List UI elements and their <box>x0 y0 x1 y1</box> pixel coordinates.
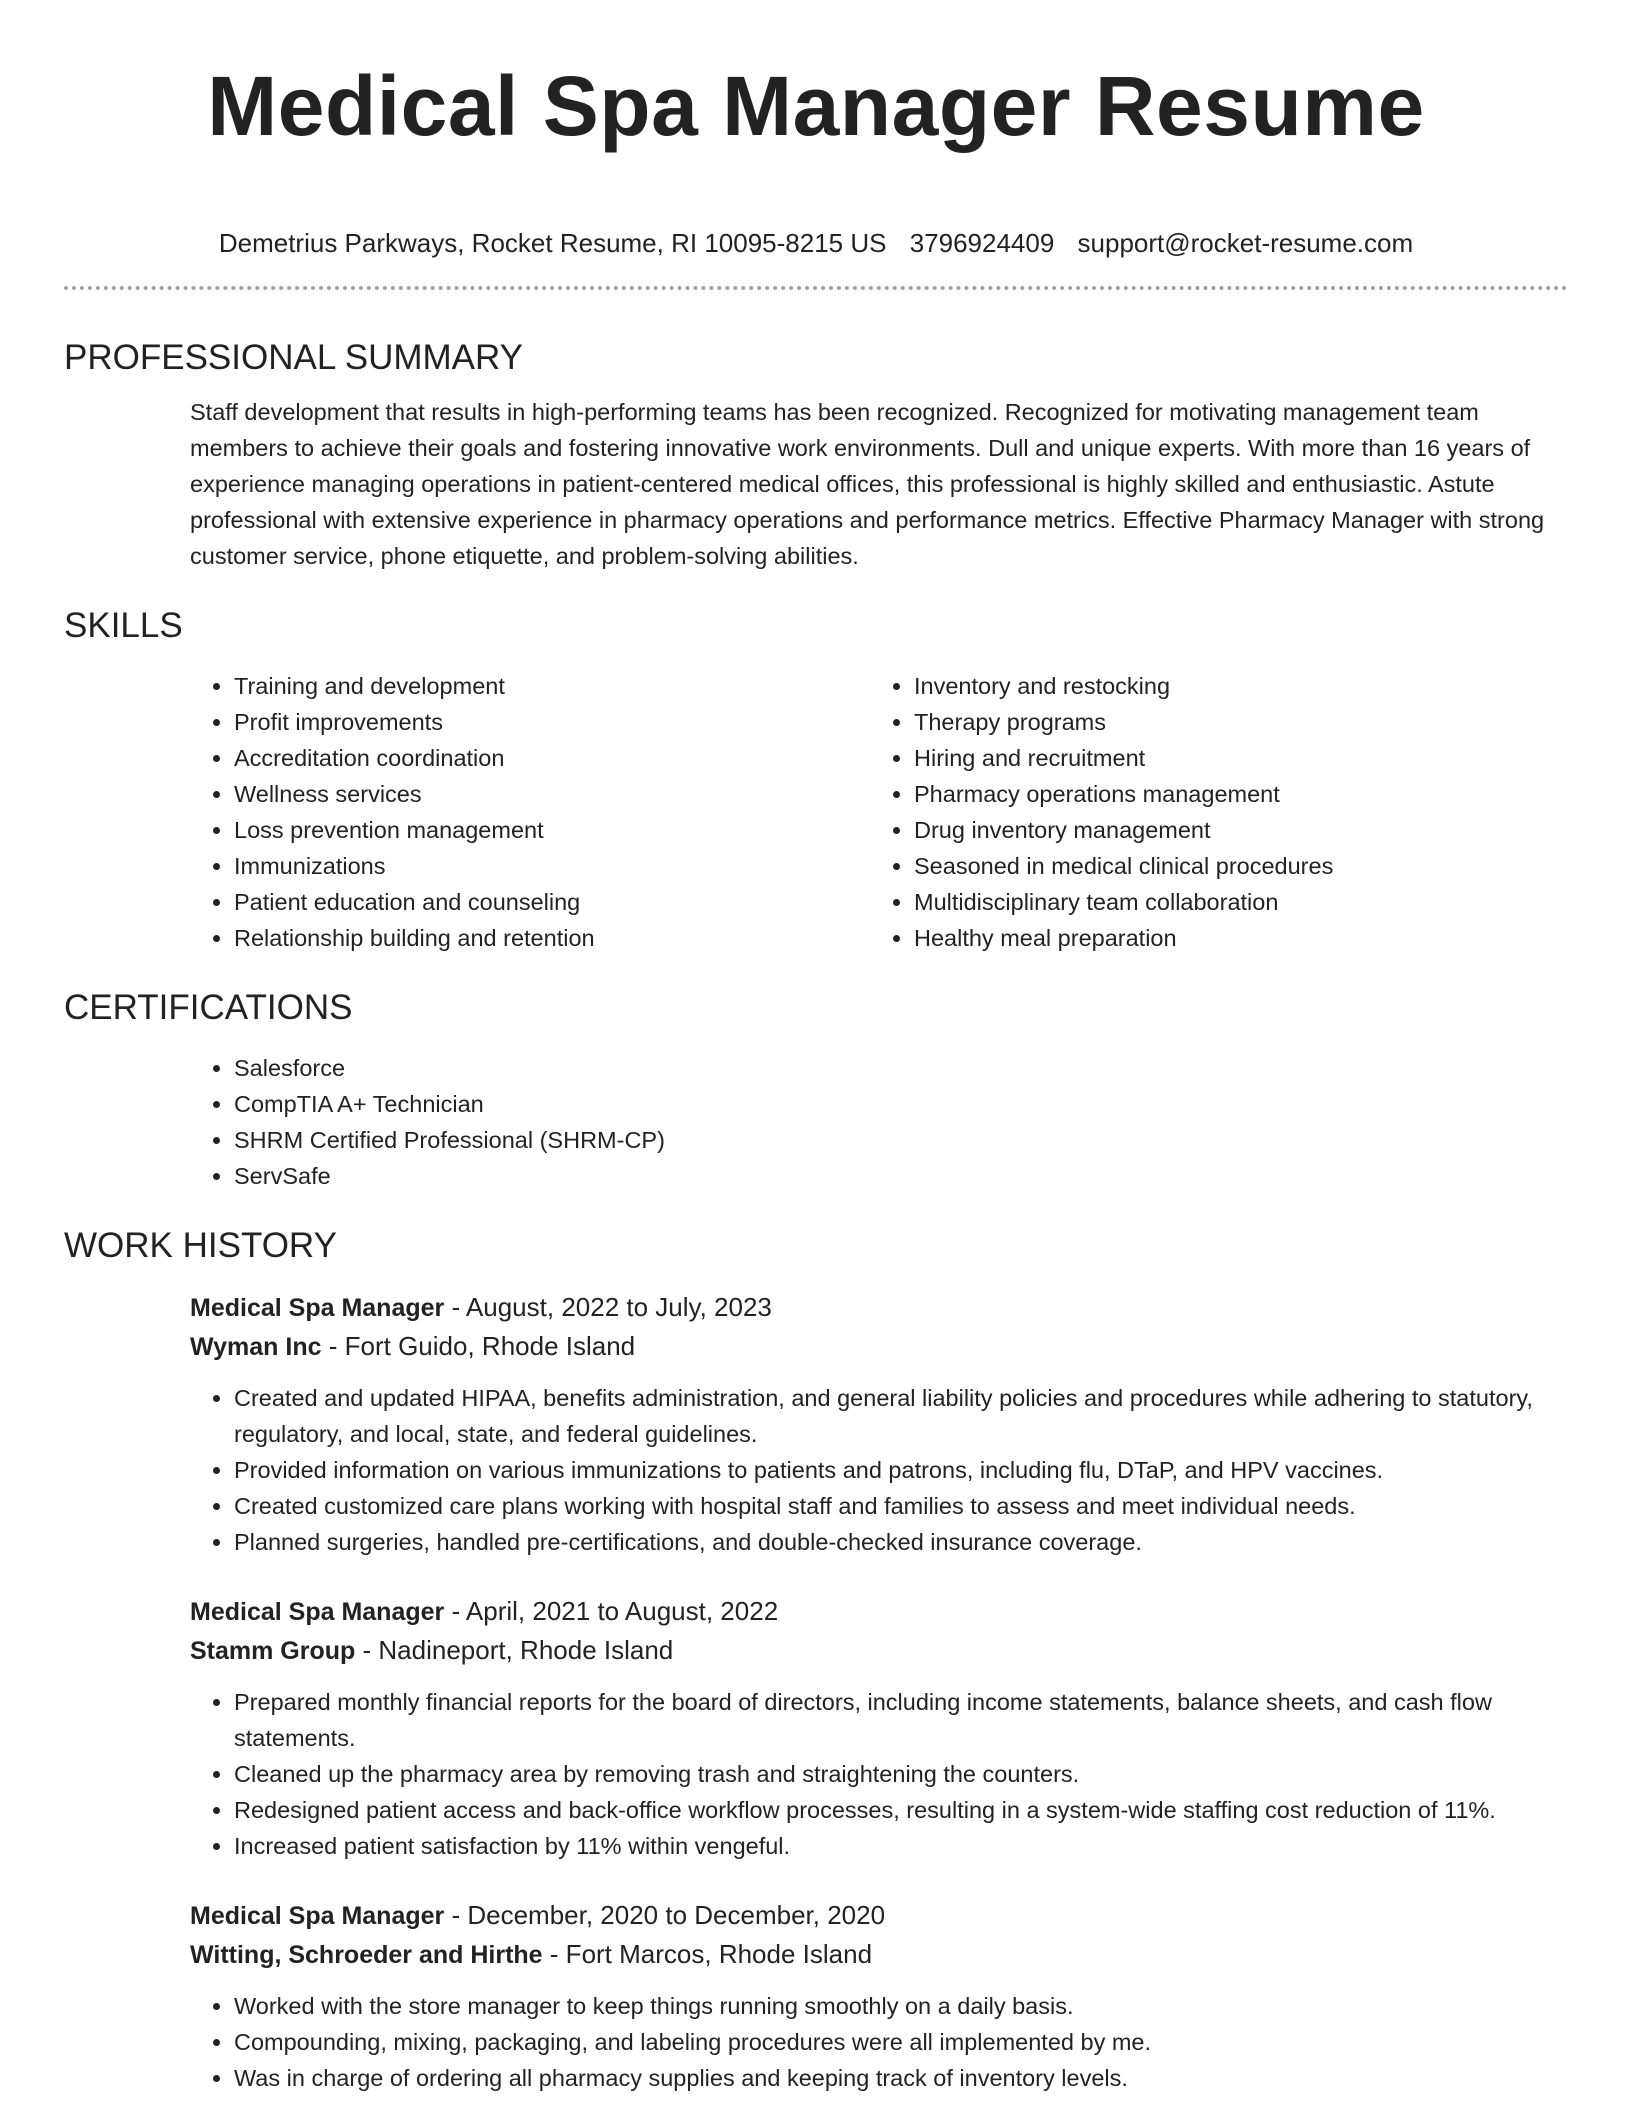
job-dates: - April, 2021 to August, 2022 <box>444 1596 779 1626</box>
skill-item: • Loss prevention management <box>234 812 870 848</box>
skills-column-left <box>190 668 870 956</box>
job-bullet: • Increased patient satisfaction by 11% within vengeful. <box>234 1828 1568 1864</box>
skills-heading: SKILLS <box>64 606 183 645</box>
job-entry <box>64 1288 1568 1560</box>
job-title-line <box>190 1592 1568 1631</box>
job-bullet: • Created and updated HIPAA, benefits administration, and general liability policies and procedures while adhering to statutory, regulatory, and local, state, and federal guidelines. <box>234 1380 1568 1452</box>
skills-list-right <box>870 668 1550 956</box>
job-bullet: • Was in charge of ordering all pharmacy supplies and keeping track of inventory levels. <box>234 2060 1568 2096</box>
job-bullet: • Worked with the store manager to keep things running smoothly on a daily basis. <box>234 1988 1568 2024</box>
certifications-list <box>190 1050 1568 1194</box>
work-history-section <box>64 1224 1568 2096</box>
certification-item: • CompTIA A+ Technician <box>234 1086 1568 1122</box>
skills-section <box>64 604 1568 956</box>
job-company: Wyman Inc <box>190 1333 322 1361</box>
job-location: - Fort Marcos, Rhode Island <box>542 1939 873 1969</box>
summary-section <box>64 336 1568 574</box>
page-title: Medical Spa Manager Resume <box>207 59 1425 153</box>
skill-item: • Inventory and restocking <box>914 668 1550 704</box>
job-company: Witting, Schroeder and Hirthe <box>190 1941 543 1969</box>
summary-text: Staff development that results in high-performing teams has been recognized. Recognized for motivating management team members to achieve their goals and fostering innovative work environments. Dull and unique experts. With more than 16 years of experience managing operations in patient-centered medical offices, this professional is highly skilled and enthusiastic. Astute professional with extensive experience in pharmacy operations and performance metrics. Effective Pharmacy Manager with strong customer service, phone etiquette, and problem-solving abilities. <box>190 399 1545 569</box>
contact-phone: 3796924409 <box>909 228 1055 258</box>
job-bullet: • Compounding, mixing, packaging, and labeling procedures were all implemented by me. <box>234 2024 1568 2060</box>
skill-item: • Relationship building and retention <box>234 920 870 956</box>
skill-item: • Accreditation coordination <box>234 740 870 776</box>
resume-page <box>64 0 1568 2096</box>
job-bullets <box>190 1684 1568 1864</box>
certification-item: • SHRM Certified Professional (SHRM-CP) <box>234 1122 1568 1158</box>
job-bullets <box>190 1380 1568 1560</box>
job-company: Stamm Group <box>190 1637 356 1665</box>
skills-list-left <box>190 668 870 956</box>
skills-column-right <box>870 668 1550 956</box>
skill-item: • Training and development <box>234 668 870 704</box>
job-bullet: • Prepared monthly financial reports for the board of directors, including income statements, balance sheets, and cash flow statements. <box>234 1684 1568 1756</box>
skill-item: • Healthy meal preparation <box>914 920 1550 956</box>
job-company-line <box>190 1631 1568 1670</box>
job-dates: - December, 2020 to December, 2020 <box>444 1900 886 1930</box>
job-location: - Nadineport, Rhode Island <box>355 1635 674 1665</box>
job-company-line <box>190 1327 1568 1366</box>
certifications-heading: CERTIFICATIONS <box>64 988 353 1027</box>
skill-item: • Pharmacy operations management <box>914 776 1550 812</box>
job-bullet: • Redesigned patient access and back-office workflow processes, resulting in a system-wide staffing cost reduction of 11%. <box>234 1792 1568 1828</box>
job-bullet: • Cleaned up the pharmacy area by removing trash and straightening the counters. <box>234 1756 1568 1792</box>
summary-heading: PROFESSIONAL SUMMARY <box>64 338 523 377</box>
skill-item: • Immunizations <box>234 848 870 884</box>
job-entry <box>64 1592 1568 1864</box>
job-bullet: • Created customized care plans working with hospital staff and families to assess and meet individual needs. <box>234 1488 1568 1524</box>
skills-grid <box>190 668 1568 956</box>
skill-item: • Drug inventory management <box>914 812 1550 848</box>
job-dates: - August, 2022 to July, 2023 <box>444 1292 772 1322</box>
job-location: - Fort Guido, Rhode Island <box>321 1331 636 1361</box>
skill-item: • Therapy programs <box>914 704 1550 740</box>
job-company-line <box>190 1935 1568 1974</box>
skill-item: • Hiring and recruitment <box>914 740 1550 776</box>
job-title-line <box>190 1896 1568 1935</box>
job-bullet: • Provided information on various immunizations to patients and patrons, including flu, DTaP, and HPV vaccines. <box>234 1452 1568 1488</box>
skill-item: • Wellness services <box>234 776 870 812</box>
contact-email: support@rocket-resume.com <box>1077 228 1414 258</box>
work-history-heading: WORK HISTORY <box>64 1226 337 1265</box>
contact-address: Demetrius Parkways, Rocket Resume, RI 10095-8215 US <box>218 228 887 258</box>
job-entry <box>64 1896 1568 2096</box>
contact-line <box>64 226 1568 260</box>
job-bullets <box>190 1988 1568 2096</box>
skill-item: • Profit improvements <box>234 704 870 740</box>
certification-item: • Salesforce <box>234 1050 1568 1086</box>
certifications-section <box>64 986 1568 1194</box>
job-title: Medical Spa Manager <box>190 1902 445 1930</box>
skill-item: • Seasoned in medical clinical procedures <box>914 848 1550 884</box>
skill-item: • Multidisciplinary team collaboration <box>914 884 1550 920</box>
job-title: Medical Spa Manager <box>190 1294 445 1322</box>
certification-item: • ServSafe <box>234 1158 1568 1194</box>
job-title: Medical Spa Manager <box>190 1598 445 1626</box>
header-divider <box>64 286 1568 290</box>
skill-item: • Patient education and counseling <box>234 884 870 920</box>
job-title-line <box>190 1288 1568 1327</box>
job-bullet: • Planned surgeries, handled pre-certifications, and double-checked insurance coverage. <box>234 1524 1568 1560</box>
